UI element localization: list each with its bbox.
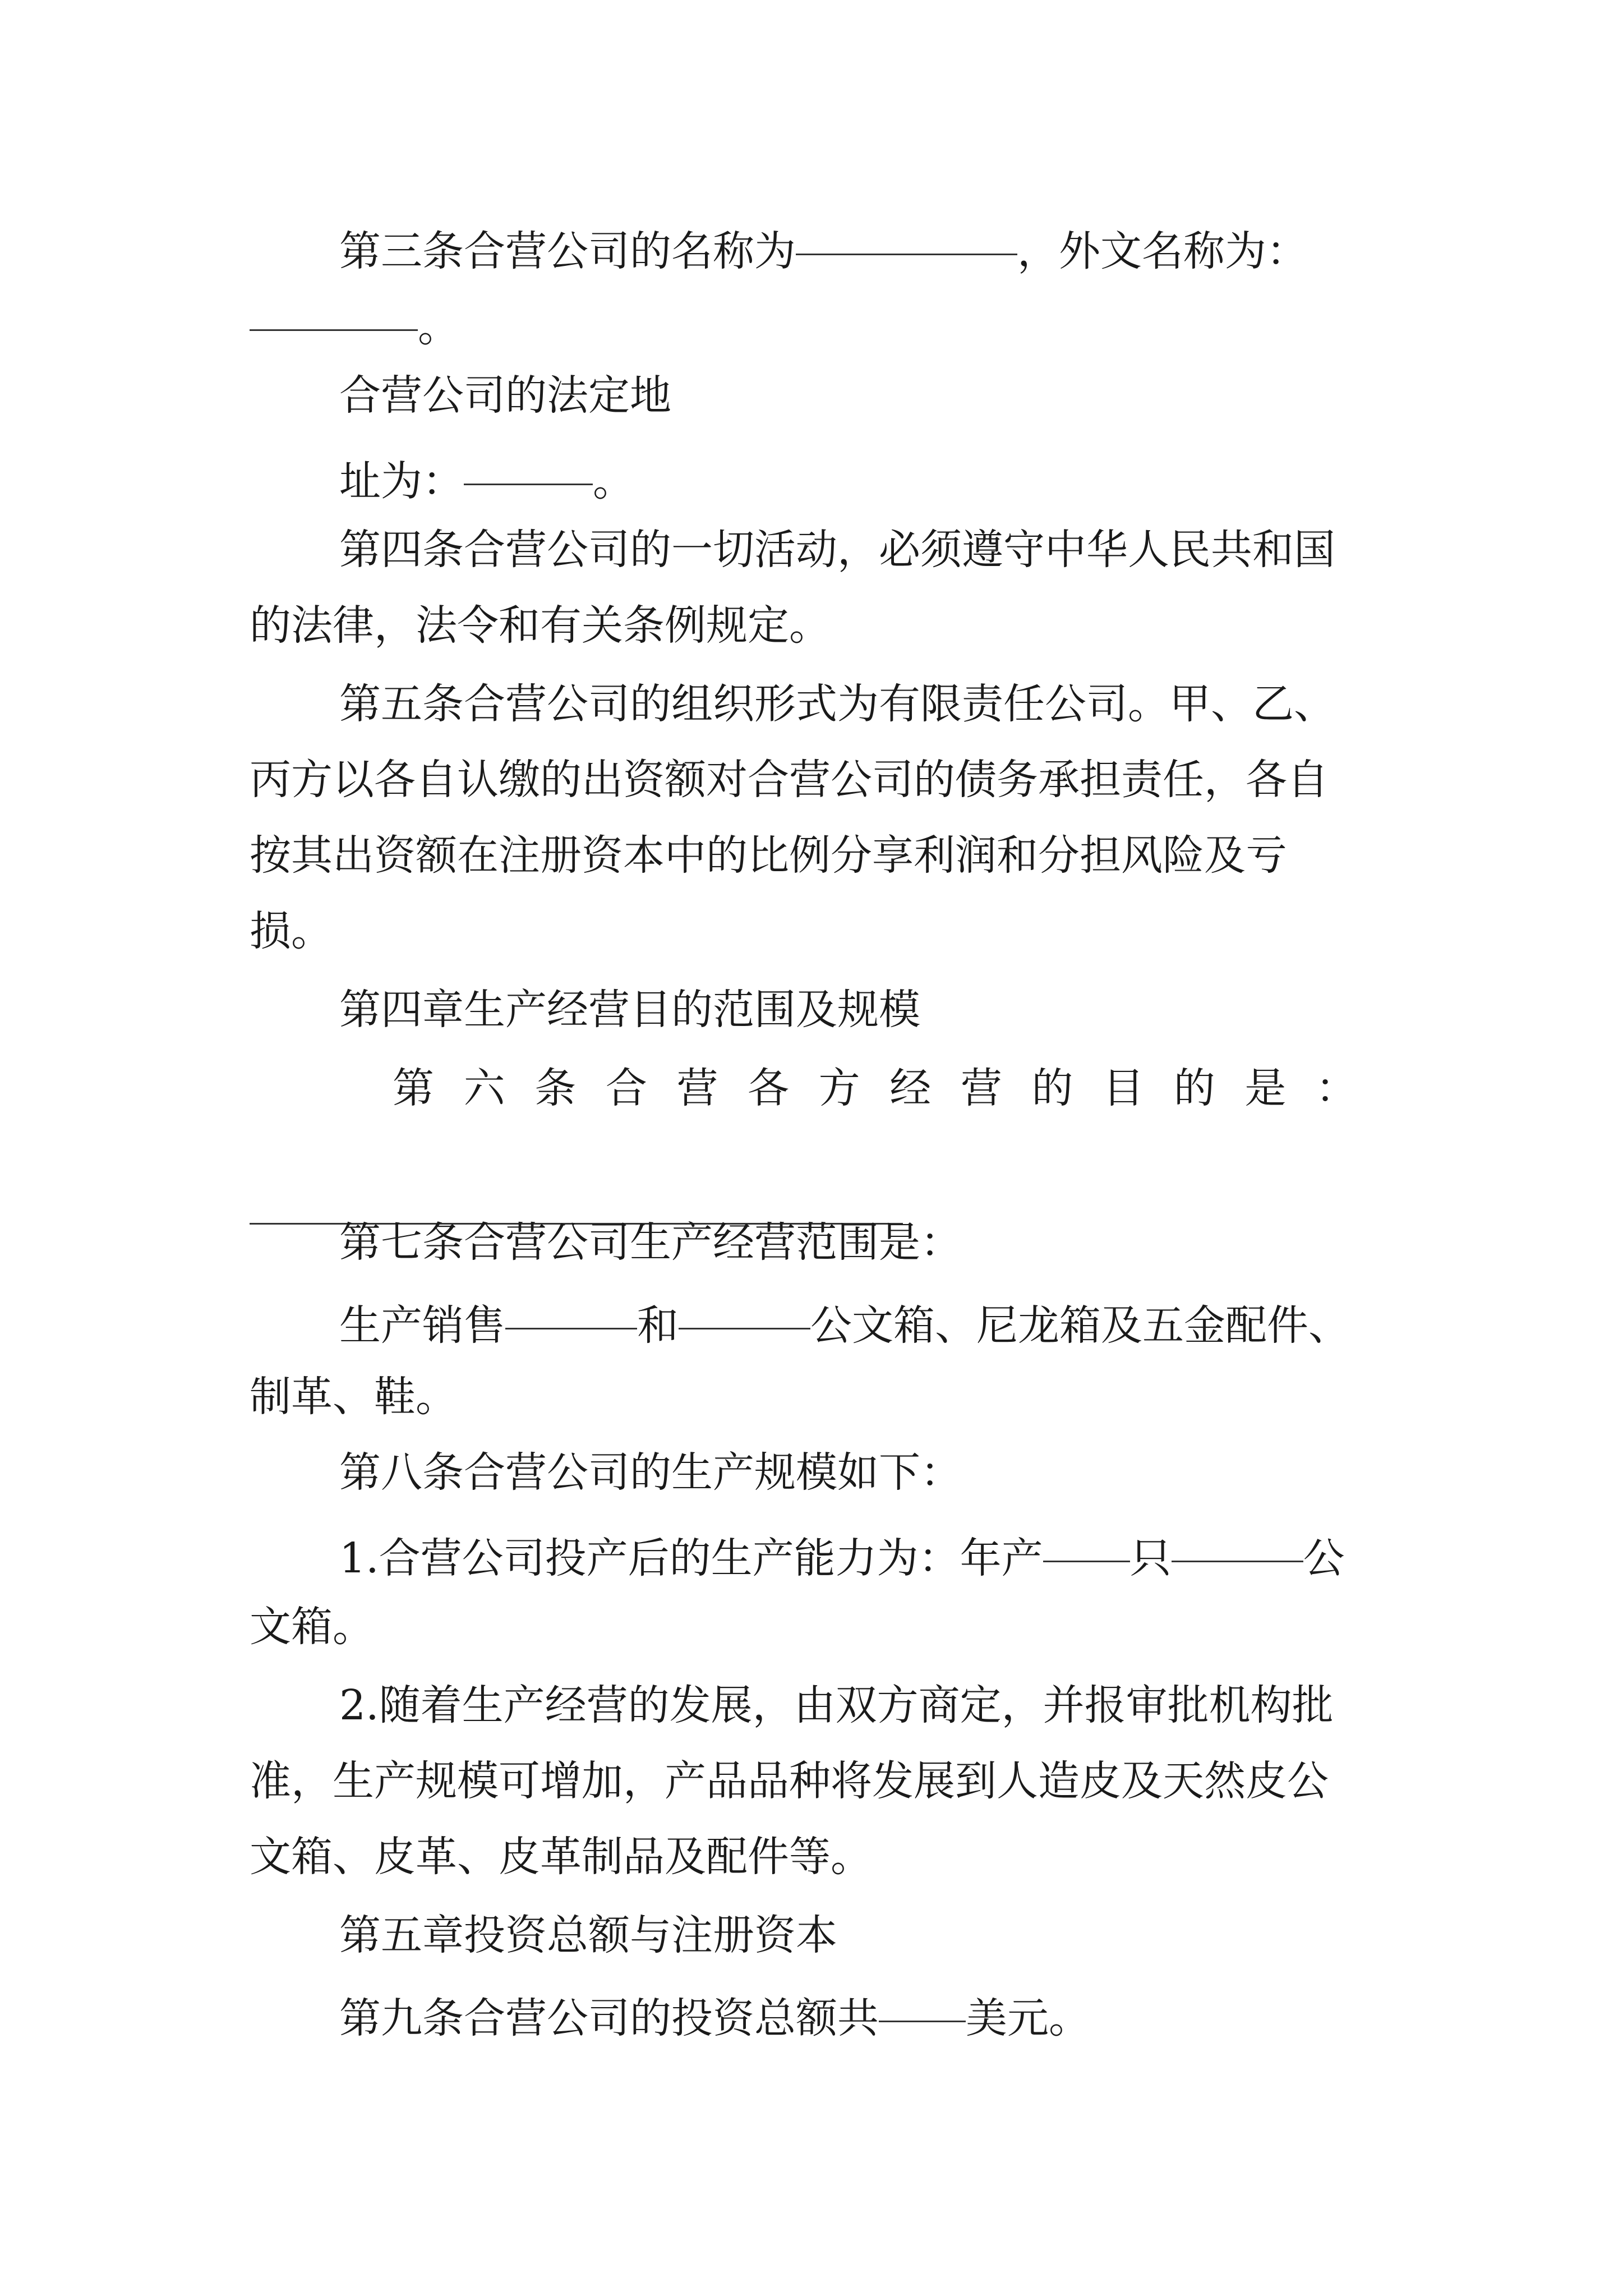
article-7-text-b: 和 — [637, 1301, 679, 1350]
article-3-text-a: 第三条合营公司的名称为 — [339, 227, 796, 275]
article-8-item-2-line-2: 准，生产规模可增加，产品品种将发展到人造皮及天然皮公 — [250, 1757, 1329, 1805]
address-blank — [464, 443, 593, 485]
article-8-item-2-line-3: 文箱、皮革、皮革制品及配件等。 — [250, 1833, 872, 1881]
article-4-line-2: 的法律，法令和有关条例规定。 — [250, 601, 831, 650]
investment-blank — [879, 1980, 966, 2022]
article-6-char: 条 — [534, 1064, 577, 1112]
chapter-5-heading: 第五章投资总额与注册资本 — [339, 1911, 837, 1959]
article-6-char: 六 — [463, 1064, 505, 1112]
article-6-char: ： — [1315, 1064, 1357, 1112]
article-5-line-2: 丙方以各自认缴的出资额对合营公司的债务承担责任，各自 — [250, 756, 1329, 804]
article-9-text-b: 美元。 — [966, 1994, 1090, 2042]
article-8-line-1: 第八条合营公司的生产规模如下： — [339, 1448, 962, 1497]
article-5-line-1: 第五条合营公司的组织形式为有限责任公司。甲、乙、 — [339, 680, 1335, 728]
capacity-blank-2 — [1172, 1520, 1303, 1562]
article-7-line-3: 制革、鞋。 — [250, 1373, 457, 1421]
article-3-line-2-end: 。 — [418, 303, 459, 351]
article-6-char: 方 — [818, 1064, 860, 1112]
article-8-item-1-text-a: 1.合营公司投产后的生产能力为：年产 — [339, 1534, 1043, 1582]
article-6-line — [393, 1057, 1357, 1119]
product-blank-1 — [505, 1287, 637, 1329]
article-6-char: 目 — [1103, 1064, 1145, 1112]
chapter-4-heading: 第四章生产经营目的范围及规模 — [339, 986, 920, 1034]
article-9-line — [339, 1980, 1090, 2042]
article-6-char: 各 — [748, 1064, 790, 1112]
article-9-text-a: 第九条合营公司的投资总额共 — [339, 1994, 879, 2042]
article-6-char: 第 — [393, 1064, 434, 1112]
article-7-line-2 — [339, 1287, 1350, 1349]
address-line-2 — [339, 443, 634, 505]
article-5-line-3: 按其出资额在注册资本中的比例分享利润和分担风险及亏 — [250, 831, 1287, 880]
article-8-item-1-text-b: 只 — [1129, 1534, 1172, 1582]
article-8-item-1-text-c: 公 — [1303, 1534, 1345, 1582]
article-6-char: 营 — [676, 1064, 718, 1112]
company-name-blank — [796, 213, 1017, 255]
article-7-text-c: 公文箱、尼龙箱及五金配件、 — [810, 1301, 1350, 1350]
foreign-name-blank — [250, 289, 418, 331]
product-blank-2 — [679, 1287, 810, 1329]
article-6-char: 的 — [1031, 1064, 1073, 1112]
article-4-line-1: 第四条合营公司的一切活动，必须遵守中华人民共和国 — [339, 526, 1335, 574]
article-6-char: 经 — [889, 1064, 932, 1112]
article-6-char: 的 — [1173, 1064, 1215, 1112]
article-3-line-2 — [250, 289, 459, 351]
address-line-1: 合营公司的法定地 — [339, 371, 671, 420]
article-7-text-a: 生产销售 — [339, 1301, 505, 1350]
article-8-item-2-line-1: 2.随着生产经营的发展，由双方商定，并报审批机构批 — [339, 1681, 1334, 1729]
article-8-item-1 — [339, 1520, 1345, 1582]
article-8-item-1-line-2: 文箱。 — [250, 1603, 374, 1651]
article-3-text-b: ，外文名称为： — [1017, 227, 1308, 275]
address-label: 址为： — [339, 457, 464, 505]
article-6-char: 营 — [960, 1064, 1002, 1112]
article-7-line-1: 第七条合营公司生产经营范围是： — [339, 1218, 962, 1267]
article-3-line-1 — [339, 213, 1308, 275]
article-6-char: 合 — [605, 1064, 647, 1112]
article-5-line-4: 损。 — [250, 907, 333, 955]
capacity-blank-1 — [1043, 1520, 1130, 1562]
address-end: 。 — [593, 457, 634, 505]
article-6-char: 是 — [1244, 1064, 1287, 1112]
